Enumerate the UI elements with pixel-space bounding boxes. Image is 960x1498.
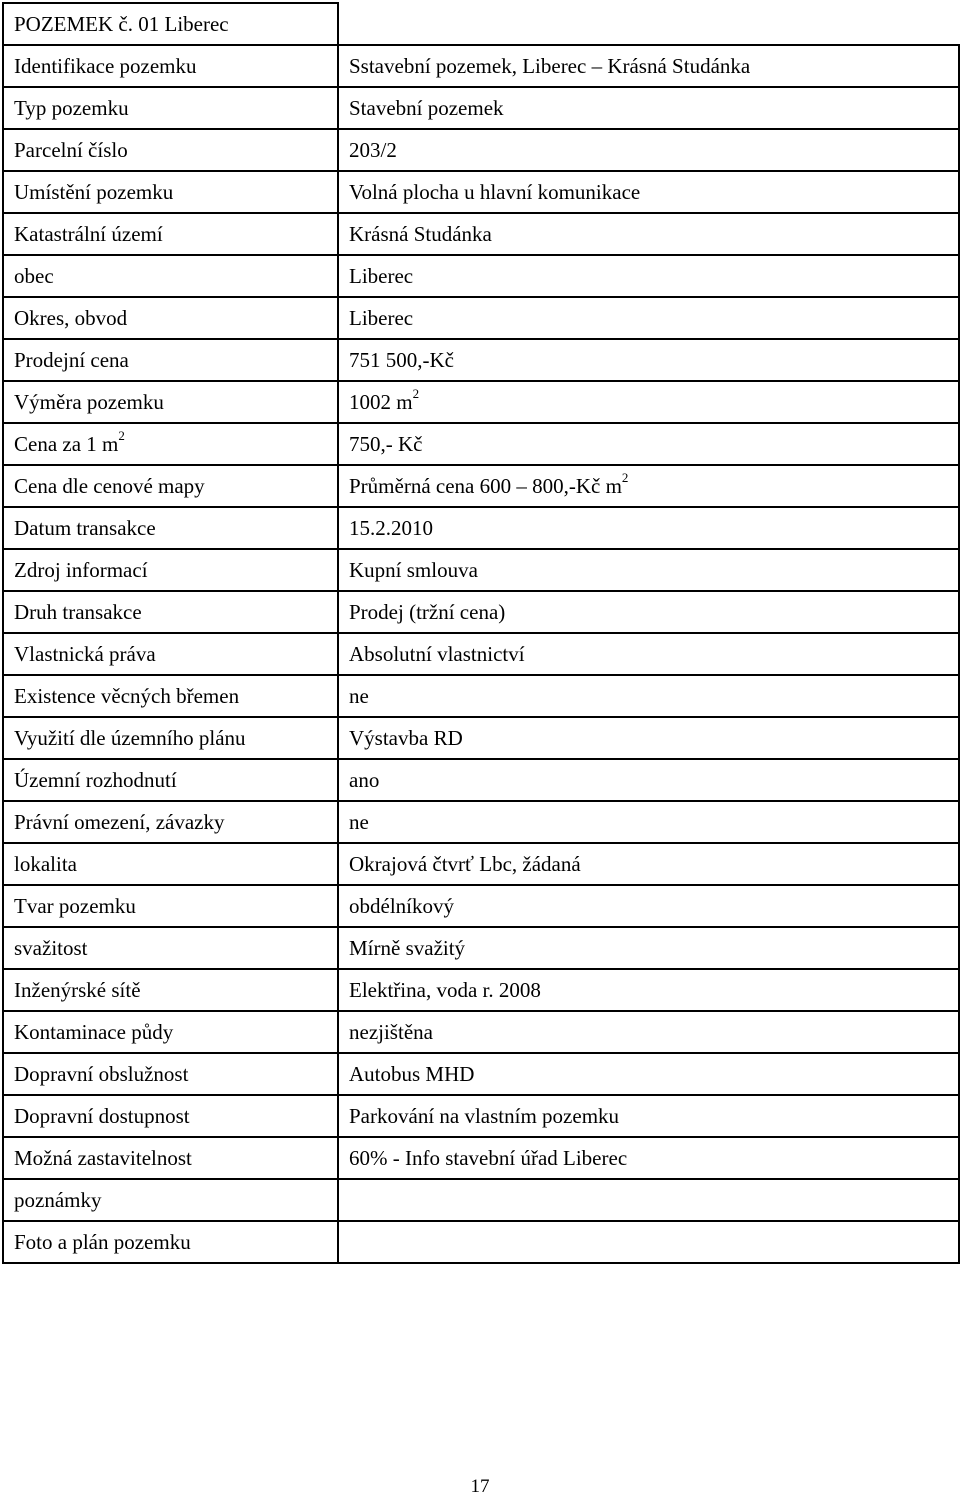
row-value <box>338 465 959 507</box>
row-value <box>338 339 959 381</box>
table-row <box>3 129 959 171</box>
row-value-text: Stavební pozemek <box>349 95 504 120</box>
row-value-text: Volná plocha u hlavní komunikace <box>349 179 641 204</box>
row-label <box>3 1053 338 1095</box>
row-value-text: Průměrná cena 600 – 800,-Kč m <box>349 473 622 498</box>
row-label-superscript: 2 <box>118 427 125 443</box>
row-value <box>338 129 959 171</box>
row-label-text: Výměra pozemku <box>14 389 164 414</box>
table-row <box>3 843 959 885</box>
row-value-text: 751 500,-Kč <box>349 347 454 372</box>
row-value-text: Parkování na vlastním pozemku <box>349 1103 620 1128</box>
table-row <box>3 1179 959 1221</box>
row-value <box>338 885 959 927</box>
row-value <box>338 507 959 549</box>
row-label-text: Dopravní dostupnost <box>14 1103 190 1128</box>
row-value <box>338 969 959 1011</box>
row-label <box>3 717 338 759</box>
table-row <box>3 591 959 633</box>
row-label <box>3 1179 338 1221</box>
row-label-text: lokalita <box>14 851 77 876</box>
row-label <box>3 843 338 885</box>
row-label <box>3 927 338 969</box>
property-table <box>2 2 960 1264</box>
row-label-text: Umístění pozemku <box>14 179 174 204</box>
row-value <box>338 1137 959 1179</box>
row-label-text: Vlastnická práva <box>14 641 156 666</box>
row-value <box>338 87 959 129</box>
table-row <box>3 927 959 969</box>
row-value-superscript: 2 <box>412 385 420 401</box>
row-value <box>338 1011 959 1053</box>
table-row <box>3 549 959 591</box>
row-label-text: Parcelní číslo <box>14 137 128 162</box>
row-label <box>3 255 338 297</box>
table-row <box>3 171 959 213</box>
row-value <box>338 675 959 717</box>
row-label <box>3 213 338 255</box>
row-value <box>338 1179 959 1221</box>
row-value-superscript: 2 <box>621 469 629 485</box>
table-row <box>3 1011 959 1053</box>
row-label <box>3 339 338 381</box>
table-row <box>3 87 959 129</box>
row-label-text: obec <box>14 263 54 288</box>
table-row <box>3 213 959 255</box>
row-value-text: Prodej (tržní cena) <box>349 599 506 624</box>
row-label <box>3 801 338 843</box>
row-value <box>338 927 959 969</box>
row-value <box>338 549 959 591</box>
table-row <box>3 885 959 927</box>
row-value <box>338 423 959 465</box>
table-row <box>3 675 959 717</box>
row-label-text: poznámky <box>14 1187 102 1212</box>
table-row <box>3 45 959 87</box>
row-label-text: Zdroj informací <box>14 557 148 582</box>
table-row <box>3 1137 959 1179</box>
row-label <box>3 507 338 549</box>
row-value-text: ano <box>349 767 380 792</box>
row-value <box>338 45 959 87</box>
row-value-text: Krásná Studánka <box>349 221 492 246</box>
table-row <box>3 507 959 549</box>
row-label-text: Využití dle územního plánu <box>14 725 246 750</box>
table-row <box>3 633 959 675</box>
row-label-text: Inženýrské sítě <box>14 977 141 1002</box>
page-number: 17 <box>470 1476 490 1497</box>
row-label-text: Existence věcných břemen <box>14 683 240 708</box>
row-value <box>338 801 959 843</box>
row-value-text: Liberec <box>349 305 414 330</box>
row-label-text: Právní omezení, závazky <box>14 809 225 834</box>
row-label-text: Okres, obvod <box>14 305 128 330</box>
row-label <box>3 759 338 801</box>
title-row <box>3 3 959 45</box>
row-label <box>3 1221 338 1263</box>
table-row <box>3 1053 959 1095</box>
row-label <box>3 675 338 717</box>
row-value-text: Autobus MHD <box>349 1061 475 1086</box>
table-row <box>3 717 959 759</box>
row-label <box>3 969 338 1011</box>
row-value-text: nezjištěna <box>349 1019 433 1044</box>
row-label-text: Druh transakce <box>14 599 142 624</box>
row-value <box>338 171 959 213</box>
row-value-text: Kupní smlouva <box>349 557 478 582</box>
row-value-text: 203/2 <box>349 137 397 162</box>
row-label <box>3 1095 338 1137</box>
property-table-body <box>3 3 959 1263</box>
row-value-text: Sstavební pozemek, Liberec – Krásná Studánka <box>349 53 751 78</box>
table-row <box>3 297 959 339</box>
row-label <box>3 1137 338 1179</box>
row-label-text: Cena za 1 m <box>14 431 119 456</box>
row-label <box>3 633 338 675</box>
table-row <box>3 339 959 381</box>
row-value <box>338 717 959 759</box>
table-row <box>3 465 959 507</box>
title-cell: POZEMEK č. 01 Liberec <box>3 3 338 45</box>
row-value-text: 750,- Kč <box>349 431 423 456</box>
row-value-text: ne <box>349 683 369 708</box>
row-value-text: ne <box>349 809 369 834</box>
row-label-text: Tvar pozemku <box>14 893 136 918</box>
row-value <box>338 381 959 423</box>
row-label-text: Datum transakce <box>14 515 156 540</box>
row-label <box>3 87 338 129</box>
table-row <box>3 1095 959 1137</box>
row-label-text: Typ pozemku <box>14 95 129 120</box>
table-row <box>3 759 959 801</box>
row-value-text: obdélníkový <box>349 893 454 918</box>
row-value <box>338 1095 959 1137</box>
row-label-text: Prodejní cena <box>14 347 129 372</box>
row-label-text: Cena dle cenové mapy <box>14 473 205 498</box>
row-value-text: Absolutní vlastnictví <box>349 641 525 666</box>
table-row <box>3 1221 959 1263</box>
row-value <box>338 843 959 885</box>
row-label-text: Možná zastavitelnost <box>14 1145 192 1170</box>
row-label <box>3 885 338 927</box>
row-value <box>338 297 959 339</box>
row-value <box>338 255 959 297</box>
row-label-text: svažitost <box>14 935 88 960</box>
row-label <box>3 171 338 213</box>
row-value-text: Mírně svažitý <box>349 935 466 960</box>
row-value-text: 1002 m <box>349 389 413 414</box>
row-value <box>338 633 959 675</box>
row-label <box>3 1011 338 1053</box>
table-row <box>3 255 959 297</box>
row-label-text: Katastrální území <box>14 221 163 246</box>
row-label <box>3 549 338 591</box>
row-value <box>338 759 959 801</box>
row-value <box>338 591 959 633</box>
row-value-text: Výstavba RD <box>349 725 463 750</box>
row-value <box>338 213 959 255</box>
row-label <box>3 297 338 339</box>
row-value-text: Elektřina, voda r. 2008 <box>349 977 541 1002</box>
row-label <box>3 591 338 633</box>
row-label <box>3 423 338 465</box>
row-label-text: Identifikace pozemku <box>14 53 197 78</box>
row-label <box>3 129 338 171</box>
row-value-text: Okrajová čtvrť Lbc, žádaná <box>349 851 581 876</box>
row-value-text: Liberec <box>349 263 414 288</box>
row-label <box>3 381 338 423</box>
row-label-text: Kontaminace půdy <box>14 1019 174 1044</box>
title-empty-cell <box>338 3 959 45</box>
table-row <box>3 423 959 465</box>
row-label-text: Dopravní obslužnost <box>14 1061 189 1086</box>
table-row <box>3 801 959 843</box>
table-row <box>3 969 959 1011</box>
row-label <box>3 45 338 87</box>
row-value <box>338 1053 959 1095</box>
table-row <box>3 381 959 423</box>
row-value-text: 60% - Info stavební úřad Liberec <box>349 1145 628 1170</box>
row-label <box>3 465 338 507</box>
row-label-text: Územní rozhodnutí <box>14 767 177 792</box>
row-value <box>338 1221 959 1263</box>
row-label-text: Foto a plán pozemku <box>14 1229 191 1254</box>
row-value-text: 15.2.2010 <box>349 515 433 540</box>
